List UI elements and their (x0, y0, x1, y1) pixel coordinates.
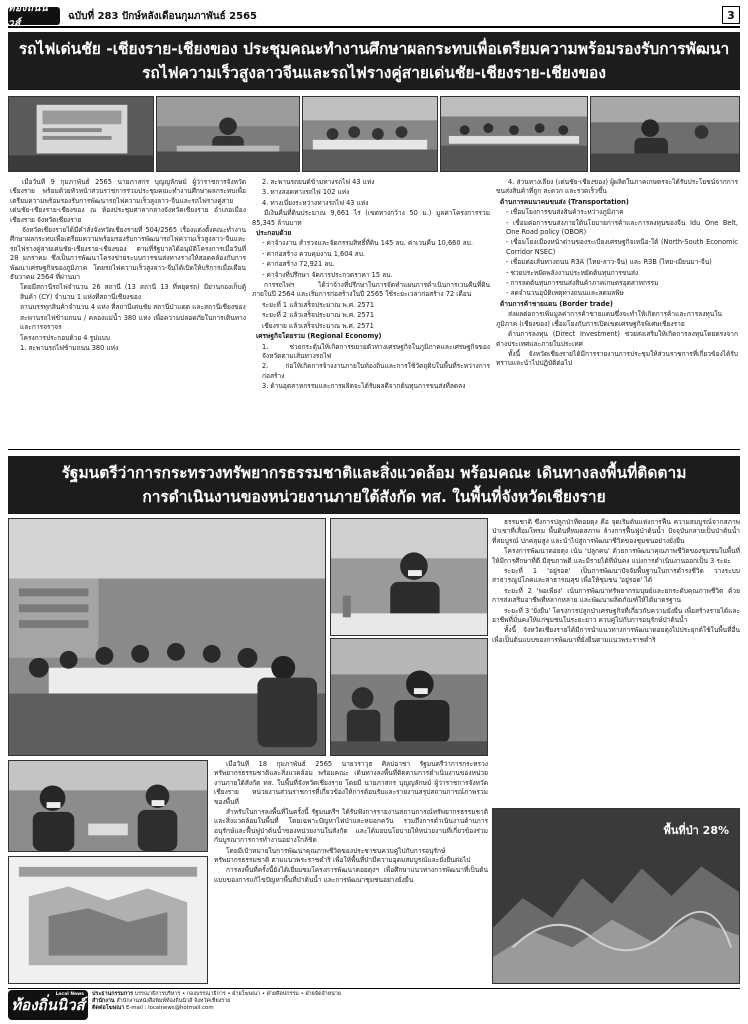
list-item: 1. ช่วยกระตุ้นให้เกิดการขยายตัวทางเศรษฐกิจในภูมิภาคและเศรษฐกิจของจังหวัดตามเส้นทางรถไฟ (262, 342, 490, 360)
photo-minister-speaking (330, 638, 488, 756)
article1-column-3 (496, 178, 738, 446)
footer-logo-text: ท้องถิ่นนิวส์ (11, 996, 85, 1014)
issue-line: ฉบับที่ 283 ปักษ์หลังเดือนกุมภาพันธ์ 2565 (68, 10, 257, 22)
list-item: - ค่าจ้างที่ปรึกษา จัดการประกวดราคา 15 ลบ. (262, 270, 393, 279)
credits-text: สำนักงานหนังสือพิมพ์ท้องถิ่นนิวส์ จังหวัดเชียงราย (116, 998, 231, 1005)
paragraph: ธรรมชาติ ซึ่งการปลูกป่าที่ดอยตุง คือ จุดเริ่มต้นแห่งการฟื้น ความสมบูรณ์จากสภาพป่าเขาที่เสื่อมโทรม พื้นดินที่หมดสภาพ ล้างการฟื้นฟูป่าต้นน้ำ ปัจจุบันกลายเป็นป่าต้นน้ำที่สมบูรณ์ ปกคลุมสูง และนำไปสู่การพัฒนาชีวิตของชุมชนอย่างยั่งยืน (492, 518, 740, 545)
forest-percent-label: พื้นที่ป่า 28% (663, 824, 729, 837)
subheading: เศรษฐกิจโดยรวม (Regional Economy) (256, 332, 382, 341)
list-item: - ค่าก่อสร้าง ควบคุมงาน 1,604 ลบ. (262, 249, 366, 258)
list-item: ระยะที่ 2 แล้วเสร็จประมาณ พ.ศ. 2571 (262, 311, 375, 320)
list-item: - เชื่อมต่อเส้นทางถนน R3A (ไทย-ลาว-จีน) และ R3B (ไทย-เมียนมา-จีน) (506, 258, 712, 267)
bullet-item: โดยมีสถานีรถไฟจำนวน 26 สถานี (13 สถานี 13 ที่หยุดรถ) มีย่านกองเก็บตู้สินค้า (CY) จำนวน 1 แห่งที่สถานีเชียงของ (20, 283, 246, 301)
photo-forest-map (492, 808, 740, 984)
paragraph: การลงพื้นที่ครั้งนี้ยังได้เยี่ยมชมโครงการพัฒนาดอยตุงฯ เพื่อศึกษาแนวทางการพัฒนาที่เป็นต้นแบบของการแก้ไขปัญหาพื้นที่ป่าต้นน้ำ และการพัฒนาชุมชนอย่างยั่งยืน (214, 866, 488, 884)
list-item: 3. ทางลอดทางรถไฟ 102 แห่ง (262, 188, 350, 197)
paragraph: เมื่อวันที่ 9 กุมภาพันธ์ 2565 นายภาสกร บุญญลักษม์ ผู้ว่าราชการจังหวัดเชียงราย พร้อมด้วยหัวหน้าส่วนราชการร่วมประชุมคณะทำงานศึกษาผลกระทบเพื่อเตรียมความพร้อมรองรับการพัฒนารถไฟความเร็วสูงลาว-จีนและรถไฟรางคู่สายเด่นชัย-เชียงราย-เชียงของ ณ ห้องประชุมศาลากลางจังหวัดเชียงราย อำเภอเมืองเชียงราย จังหวัดเชียงราย (10, 178, 246, 224)
subheading: ด้านการค้าชายแดน (Border trade) (500, 299, 613, 308)
paragraph: ทั้งนี้ จังหวัดเชียงรายได้มีการรายงานการประชุมให้ส่วนราชการที่เกี่ยวข้องได้รับทราบและนำไปปฏิบัติต่อไป (496, 349, 738, 368)
bullet-item: สะพานรถไฟข้ามถนน / คลองแม่น้ำ 380 แห่ง เพื่อความปลอดภัยในการเดินทางและการจราจร (20, 313, 246, 332)
credits-text: บรรณาธิการบริหาร • กองบรรณาธิการ • ฝ่ายโฆษณา • ฝ่ายศิลปกรรม • ฝ่ายจัดจำหน่าย (134, 991, 342, 997)
article1-column-1 (10, 178, 246, 446)
paragraph: มีเงินคืนที่ดินประมาณ 9,661 ไร่ (เขตทางกว้าง 50 ม.) มูลค่าโครงการรวม 85,345 ล้านบาท (252, 209, 490, 227)
list-item: 3. ด้านอุตสาหกรรมและการผลิตจะได้รับผลดีจากต้นทุนการขนส่งที่ลดลง (262, 382, 466, 391)
article2-headline (8, 456, 740, 514)
list-item: - ลดจำนวนอุบัติเหตุทางถนนและลดมลพิษ (506, 289, 624, 298)
list-item: 1. สะพานรถไฟข้ามถนน 380 แห่ง (20, 343, 119, 352)
page-number: 3 (722, 6, 740, 24)
paragraph: เมื่อวันที่ 18 กุมภาพันธ์ 2565 นายวราวุธ ศิลปอาชา รัฐมนตรีว่าการกระทรวงทรัพยากรธรรมชาติและสิ่งแวดล้อม พร้อมคณะ เดินทางลงพื้นที่ติดตามการดำเนินงานของหน่วยงานภายใต้สังกัด ทส. ในพื้นที่จังหวัดเชียงราย โดยมี นายภาสกร บุญญลักษม์ ผู้ว่าราชการจังหวัดเชียงราย หน่วยงานส่วนราชการที่เกี่ยวข้องให้การต้อนรับและรายงานสรุปสถานการณ์ภาพรวมของพื้นที่ (214, 760, 488, 806)
photo-minister-seated (330, 518, 488, 636)
list-item: - ค่าจ้างงาน สำรวจและจัดกรรมสิทธิ์ที่ดิน 145 ลบ. ค่าเวนคืน 10,660 ลบ. (262, 239, 473, 248)
photo-meeting-officials (590, 96, 740, 172)
article2-right-column (492, 518, 740, 802)
paragraph: โครงการพัฒนาดอยตุง เน้น 'ปลูกคน' ด้วยการพัฒนาคุณภาพชีวิตของชุมชนในพื้นที่ให้มีการศึกษาที่ดี มีสุขภาพดี และมีรายได้ที่มั่นคง แบ่งการดำเนินงานออกเป็น 3 ระยะ (492, 547, 740, 565)
article1-column-2 (252, 178, 490, 446)
list-item: ระยะที่ 1 แล้วเสร็จประมาณ พ.ศ. 2571 (262, 300, 375, 309)
paragraph: 4. ส่วนทางเลี่ยง (เด่นชัย-เชียงของ) ผู้ผลิตในภาคเกษตรจะได้รับประโยชน์จากการขนส่งสินค้าที่ถูก สะดวก และรวดเร็วขึ้น (496, 178, 738, 196)
list-item: - ช่วยประหยัดพลังงานประหยัดต้นทุนการขนส่ง (506, 268, 639, 277)
photo-meeting-room-2 (440, 96, 588, 172)
credits-label: ประธานกรรมการ (92, 991, 134, 997)
credits-label: ติดต่อโฆษณา (92, 1005, 125, 1012)
photo-meeting-room-1 (302, 96, 438, 172)
paragraph: ส่งผลต่อการเพิ่มมูลค่าการค้าชายแดนซึ่งจะทำให้เกิดการค้าและการลงทุนในภูมิภาค (เชียงของ) เชื่อมโยงกับการเปิดเขตเศรษฐกิจพิเศษเชียงราย (496, 310, 723, 328)
paragraph: ด้านการลงทุน (Direct Investment) ช่วยส่งเสริมให้เกิดการลงทุนโดยตรงจากต่างประเทศและภายในประเทศ (496, 330, 738, 348)
footer-logo (8, 990, 88, 1020)
paragraph: ทั้งนี้ จังหวัดเชียงรายได้มีการนำแนวทางการพัฒนาดอยตุงไปประยุกต์ใช้ในพื้นที่อื่น เพื่อเป็นต้นแบบของการพัฒนาที่ยั่งยืนตามแนวพระราชดำริ (492, 626, 740, 644)
masthead (8, 3, 740, 29)
list-item: - ค่าก่อสร้าง 72,921 ลบ. (262, 260, 335, 269)
subheading: ด้านการคมนาคมขนส่ง (Transportation) (500, 197, 629, 206)
subheading: ประกอบด้วย (256, 229, 292, 238)
list-item: เชียงราย แล้วเสร็จประมาณ พ.ศ. 2571 (262, 321, 374, 330)
newspaper-logo: ท้องถิ่นนิวส์ (8, 7, 60, 25)
footer-logo-tag: Local News (55, 992, 84, 997)
article2-headline-line2: การดำเนินงานของหน่วยงานภายใต้สังกัด ทส. ในพื้นที่จังหวัดเชียงราย (142, 488, 606, 506)
photo-officials-masked (8, 760, 208, 852)
paragraph: สำหรับในการลงพื้นที่ในครั้งนี้ รัฐมนตรีฯ ได้รับฟังการรายงานสถานการณ์ทรัพยากรธรรมชาติและสิ่งแวดล้อมในพื้นที่ โดยเฉพาะปัญหาไฟป่าและหมอกควัน รวมถึงการดำเนินงานด้านการอนุรักษ์และฟื้นฟูป่าต้นน้ำของหน่วยงานในสังกัด และได้มอบนโยบายให้หน่วยงานที่เกี่ยวข้องร่วมกันบูรณาการการทำงานอย่างใกล้ชิด (214, 808, 488, 845)
bullet-item: โครงการประกอบด้วย 4 รูปแบบ (20, 333, 110, 342)
list-item: - เชื่อมโยงการขนส่งสินค้าระหว่างภูมิภาค (506, 208, 624, 217)
footer-credits (88, 989, 740, 1020)
paragraph: ระยะที่ 2 'พอเพียง' เน้นการพัฒนาทรัพยากรมนุษย์และยกระดับคุณภาพชีวิต ด้วยการส่งเสริมอาชีพที่หลากหลาย และพัฒนาผลิตภัณฑ์ให้ได้มาตรฐาน (492, 586, 740, 605)
article2-headline-line1: รัฐมนตรีว่าการกระทรวงทรัพยากรธรรมชาติและสิ่งแวดล้อม พร้อมคณะ เดินทางลงพื้นที่ติดตาม (61, 464, 687, 482)
list-item: 4. ทางเบี่ยงระหว่างทางรถไฟ 43 แห่ง (262, 198, 369, 207)
photo-meeting-speaker (156, 96, 300, 172)
photo-conference-room (8, 518, 326, 756)
paragraph: ระยะที่ 1 'อยู่รอด' เป็นการพัฒนาปัจจัยพื้นฐานในการดำรงชีวิต วางระบบสาธารณูปโภคและสาธารณสุข เพื่อให้ชุมชน 'อยู่รอด' ได้ (492, 567, 740, 585)
credits-text: E-mail : localnews@hotmail.com (125, 1005, 214, 1012)
paragraph: โดยมีเป้าหมายในการพัฒนาคุณภาพชีวิตของประชาชนควบคู่ไปกับการอนุรักษ์ทรัพยากรธรรมชาติ ตามแนวพระราชดำริ เพื่อให้พื้นที่ป่ามีความอุดมสมบูรณ์และยั่งยืนต่อไป (214, 846, 471, 865)
credits-label: สำนักงาน (92, 998, 115, 1005)
photo-meeting-screen (8, 96, 154, 172)
article2-bottom-column (214, 760, 488, 984)
list-item: 2. ก่อให้เกิดการจ้างงานภายในท้องถิ่นและการใช้วัตถุดิบในพื้นที่ระหว่างการก่อสร้าง (262, 362, 490, 380)
paragraph: การรถไฟฯ ได้ว่าจ้างที่ปรึกษาในการจัดทำแผนการดำเนินการเวนคืนที่ดิน ภายในปี 2564 และเริ่มการก่อสร้างในปี 2565 ใช้ระยะเวลาก่อสร้าง 72 เดือน (252, 281, 490, 299)
article1-headline-line1: รถไฟเด่นชัย -เชียงราย-เชียงของ ประชุมคณะทำงานศึกษาผลกระทบเพื่อเตรียมความพร้อมรองรับการพัฒนา (18, 40, 730, 58)
list-item: - เชื่อมต่อการขนส่งภายใต้นโยบายการค้าและการลงทุนของจีน Idu One Belt, One Road policy (OBOR) (506, 218, 738, 237)
list-item: 2. สะพานรถยนต์ข้ามทางรถไฟ 43 แห่ง (262, 178, 375, 186)
footer (8, 988, 740, 1020)
paragraph: จังหวัดเชียงรายได้มีคำสั่งจังหวัดเชียงรายที่ 504/2565 เรื่องแต่งตั้งคณะทำงานศึกษาผลกระทบเพื่อเตรียมความพร้อมรองรับการพัฒนารถไฟความเร็วสูงลาว-จีนและรถไฟรางคู่สายเด่นชัย-เชียงราย-เชียงของ ตามที่รัฐบาลได้อนุมัติโครงการเมื่อวันที่ 28 มกราคม ซึ่งเป็นการพัฒนาโครงข่ายระบบการขนส่งทางรางให้สอดคล้องกับการพัฒนาเศรษฐกิจของภูมิภาค โดยรถไฟความเร็วสูงลาว-จีนได้เปิดให้บริการเมื่อเดือนธันวาคม 2564 ที่ผ่านมา (10, 226, 246, 282)
article1-headline (8, 32, 740, 90)
photo-presentation-slide (8, 856, 208, 984)
list-item: - เชื่อมโยงเมืองหน้าด่านของระเบียงเศรษฐกิจเหนือ-ใต้ (North-South Economic Corridor NSEC) (506, 238, 738, 256)
bullet-item: ลานบรรทุกสินค้าจำนวน 4 แห่ง ที่สถานีเด่นชัย สถานีป่าแดด และสถานีเชียงของ (20, 303, 246, 312)
list-item: - การลดต้นทุนการขนส่งสินค้าภาคเกษตรอุตสาหกรรม (506, 279, 659, 288)
article1-headline-line2: รถไฟความเร็วสูงลาวจีนและรถไฟรางคู่สายเด่นชัย-เชียงราย-เชียงของ (142, 64, 606, 82)
paragraph: ระยะที่ 3 'ยั่งยืน' โครงการปลูกป่าเศรษฐกิจที่เกี่ยวกับความยั่งยืน เพื่อสร้างรายได้และอาชีพที่มั่นคงให้แก่ชุมชนในระยะยาว ควบคู่ไปกับการอนุรักษ์ป่าต้นน้ำ (492, 606, 740, 625)
